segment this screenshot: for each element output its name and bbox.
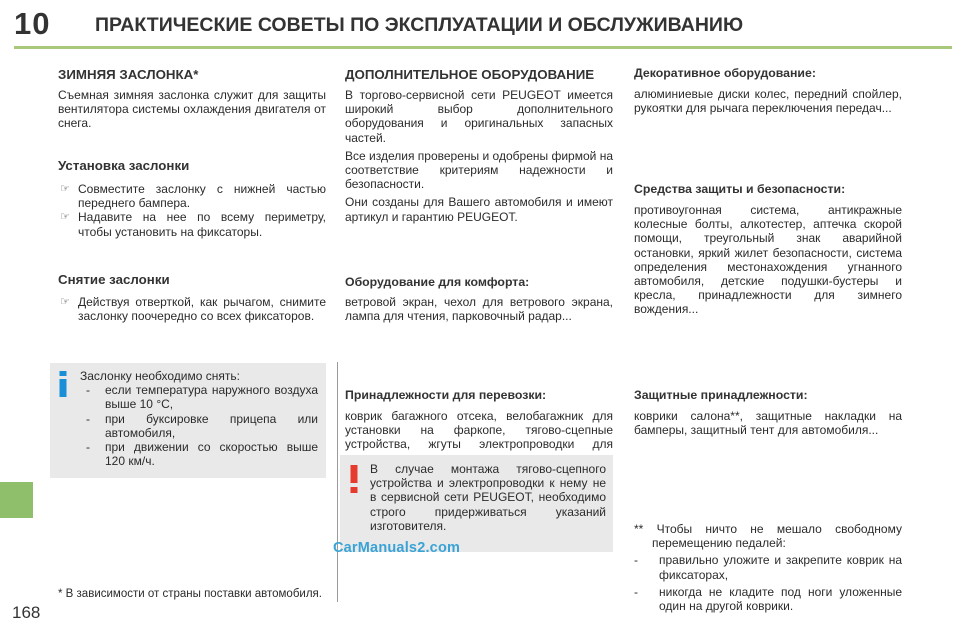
safety-text: противоугонная система, антикражные колесные болты, алкотестер, аптечка скорой помощи, треугольный знак аварийной остановки, яркий жилет безопасности, система определения местонахождения угнанного автомобиля, детские подушки-бустеры и кресла, принадлежности для зимнего вождения...: [634, 203, 902, 317]
comfort-text: ветровой экран, чехол для ветрового экрана, лампа для чтения, парковочный радар...: [345, 295, 613, 324]
list-item: - правильно уложите и закрепите коврик на фиксаторах,: [634, 553, 902, 582]
list-item: - при буксировке прицепа или автомобиля,: [86, 411, 318, 440]
footnote-country: * В зависимости от страны поставки автомобиля.: [58, 588, 322, 600]
winter-cover-intro: Съемная зимняя заслонка служит для защиты вентилятора системы охлаждения двигателя от снега.: [58, 88, 326, 131]
warning-box: [340, 455, 613, 552]
section-title-accessories: ДОПОЛНИТЕЛЬНОЕ ОБОРУДОВАНИЕ: [345, 67, 595, 82]
chapter-number: 10: [14, 6, 51, 41]
column-divider: [337, 362, 338, 602]
paragraph: Они созданы для Вашего автомобиля и имеют артикул и гарантию PEUGEOT.: [345, 195, 613, 224]
list-item: - никогда не кладите под ноги уложенные один на другой коврики.: [634, 584, 902, 614]
list-item: ☞ Надавите на нее по всему периметру, чтобы установить на фиксаторы.: [60, 210, 326, 239]
transport-heading: Принадлежности для перевозки:: [345, 388, 547, 402]
safety-heading: Средства защиты и безопасности:: [634, 182, 846, 196]
decor-heading: Декоративное оборудование:: [634, 66, 816, 80]
paragraph: В торгово-сервисной сети PEUGEOT имеется широкий выбор дополнительного оборудования и оригинальных запасных частей.: [345, 88, 613, 145]
info-icon: [56, 371, 70, 397]
pointer-icon: ☞: [60, 182, 70, 195]
footnote-intro: ** Чтобы ничто не мешало свободному перемещению педалей:: [634, 522, 902, 551]
install-steps: [58, 182, 326, 239]
header-rule: [14, 46, 952, 49]
pointer-icon: ☞: [60, 210, 70, 224]
install-heading: Установка заслонки: [58, 158, 190, 173]
decor-text: алюминиевые диски колес, передний спойлер, рукоятки для рычага переключения передач...: [634, 87, 902, 116]
chapter-title: ПРАКТИЧЕСКИЕ СОВЕТЫ ПО ЭКСПЛУАТАЦИИ И ОБСЛУЖИВАНИЮ: [95, 14, 744, 36]
transport-text: коврик багажного отсека, велобагажник для установки на фаркопе, тягово-сцепные устройства, жгуты электропроводки для: [345, 409, 613, 452]
page-number: 168: [12, 603, 41, 622]
chapter-tab-marker: [0, 482, 33, 518]
comfort-heading: Оборудование для комфорта:: [345, 275, 530, 289]
list-item: - если температура наружного воздуха выше 10 °C,: [86, 383, 318, 412]
remove-heading: Снятие заслонки: [58, 272, 170, 287]
watermark: CarManuals2.com: [333, 540, 461, 556]
remove-steps: [58, 295, 326, 323]
protect-text: коврики салона**, защитные накладки на бамперы, защитный тент для автомобиля...: [634, 409, 902, 438]
list-item: - при движении со скоростью выше 120 км/ч.: [86, 440, 318, 469]
accessories-intro: [345, 88, 613, 224]
pointer-icon: ☞: [60, 295, 70, 308]
protect-heading: Защитные принадлежности:: [634, 388, 808, 402]
warning-text: В случае монтажа тягово-сцепного устройства и электропроводки к нему не в сервисной сети PEUGEOT, необходимо строго придерживаться указаний изготовителя.: [370, 462, 606, 533]
paragraph: Все изделия проверены и одобрены фирмой на соответствие критериям надежности и безопасности.: [345, 148, 613, 192]
info-box: [50, 363, 326, 478]
list-item: ☞ Совместите заслонку с нижней частью переднего бампера.: [60, 182, 326, 211]
exclamation-icon: [348, 465, 360, 493]
info-box-intro: Заслонку необходимо снять:: [80, 369, 240, 383]
list-item: ☞ Действуя отверткой, как рычагом, снимите заслонку поочередно со всех фиксаторов.: [60, 295, 326, 324]
footnote-pedals: [634, 522, 902, 613]
section-title-winter-cover: ЗИМНЯЯ ЗАСЛОНКА*: [58, 67, 199, 82]
